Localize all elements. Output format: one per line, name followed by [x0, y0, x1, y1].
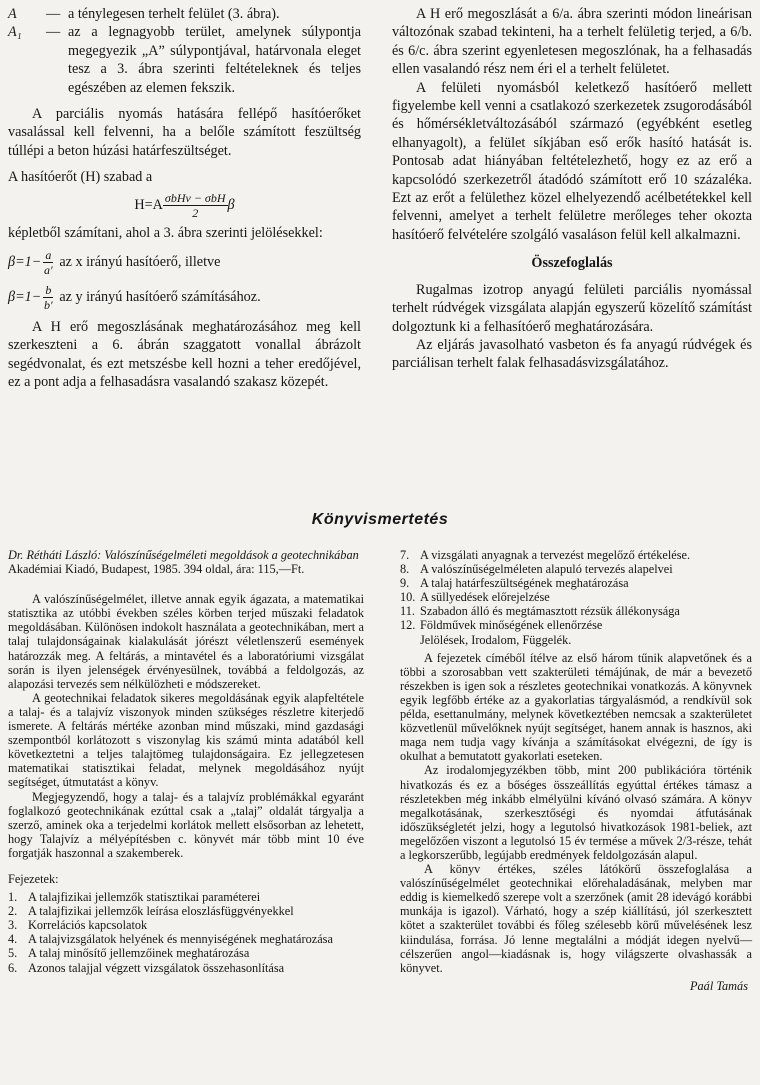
formula-denominator: a′ — [44, 263, 53, 278]
formula-denominator: b′ — [44, 298, 53, 313]
definition-text: a ténylegesen terhelt felület (3. ábra). — [68, 6, 280, 22]
paragraph: A felületi nyomásból keletkező hasítóerő mellett figyelembe kell venni a csatlakozó szerkezetek zsugorodásából és hőmérsékletváltozásából származó (egyébként esetleg elhanyagolt), a felület síkjában eső erők hasító hatását is. Pontosab adat hiányában feltételezhető, hogy ez az erő a kapcsolódó szerkezetről átadódó számított erő 10 százaléka. Ezt az erőt a felülethez közel elhelyezendő acélbetétekkel kell felvenni, amelyet a terhelt felületre merőleges teher okozta hasítóerő felvételére szolgáló vasaláson felül kell alkalmazni. — [392, 79, 752, 243]
paragraph: A könyv értékes, széles látókörű összefoglalása a valószínűségelmélet geotechnikai előrehaladásának, melyben mar eddig is kiemelkedő szerepe volt a szerzőnek (amit 28 idevágó korábbi munkája is igazol). Várható, hogy a szép kiállítású, jól szerkesztett kötet a szakterület további és főleg szélesebb körű művelésének lesz kiindulása, forrása. Jó lenne megtalálni a módját idegen nyelvű—célszerűen angol—kiadásnak is, hogy világszerte olvashassák a könyvet. — [400, 862, 752, 975]
book-citation: Dr. Rétháti László: Valószínűségelméleti megoldások a geotechnikában — [8, 548, 359, 562]
formula-text: az x irányú hasítóerő, illetve — [59, 254, 221, 271]
list-item: 3. Korrelációs kapcsolatok — [8, 918, 148, 933]
right-top-column — [392, 5, 752, 373]
paragraph: A H erő megoszlásának meghatározásához meg kell szerkeszteni a 6. ábrán szaggatott vonallal ábrázolt segédvonalat, és ezt metszésbe kell hozni a teher eredőjével, ez a pont adja a felhasadásra vasalandó szakasz közepét. — [8, 319, 361, 391]
paragraph: A geotechnikai feladatok sikeres megoldásának egyik alapfeltétele a talaj- és a talajvíz viszonyok minden szükséges részletre kiterjedő ismerete. A feltárás mértéke azonban mind műszaki, mind gazdasági szempontból korlátozott s viszonylag kis számú minta adatából kell következtetni a teljes talajtömeg tulajdonságaira. Ez jellegzetesen matematikai statisztikai feladat, melynek megoldásához nyújt segítséget, útmutatást a könyv. — [8, 690, 364, 790]
list-item: 9. A talaj határfeszültségének meghatározása — [400, 576, 629, 591]
formula-beta-y — [8, 283, 361, 312]
list-item: 7. A vizsgálati anyagnak a tervezést megelőző értékelése. — [400, 548, 691, 562]
formula-hasitoero — [8, 191, 361, 220]
formula-fraction — [163, 191, 228, 220]
formula-lhs: β=1− — [8, 254, 42, 271]
definition-a1: A₁ — az a legnagyobb terület, amelynek súlypontja megegyezik „A” súlypontjával, határvonala eleget tesz a 3. ábra szerinti feltételeknek és teljes egészében az elemen fekszik. — [8, 24, 361, 96]
chapters-label: Fejezetek: — [8, 871, 59, 886]
list-item: 11. Szabadon álló és megtámasztott rézsük állékonysága — [400, 604, 680, 619]
review-right-column — [400, 548, 752, 993]
list-item: 12. Földművek minőségének ellenőrzése — [400, 618, 603, 633]
definition-symbol: A₁ — [8, 24, 22, 41]
formula-fraction — [43, 248, 53, 277]
section-heading: Összefoglalás — [531, 255, 613, 272]
paragraph: Az eljárás javasolható vasbeton és fa anyagú rúdvégek és parciálisan terhelt falak felhasadásvizsgálatához. — [392, 336, 752, 372]
book-publisher: Akadémiai Kiadó, Budapest, 1985. 394 oldal, ára: 115,—Ft. — [8, 562, 305, 577]
formula-text: az y irányú hasítóerő számításához. — [59, 289, 261, 306]
definition-text: az a legnagyobb terület, amelynek súlypontja megegyezik „A” súlypontjával, határvonala eleget tesz a 3. ábra szerinti feltételeknek és teljes egészében az elemen fekszik. — [68, 24, 361, 96]
formula-lhs: β=1− — [8, 289, 42, 306]
paragraph: Rugalmas izotrop anyagú felületi parciális nyomással terhelt rúdvégek vizsgálata alapján egyszerű közelítő számítást dolgoztunk ki a felhasítóerő meghatározására. — [392, 281, 752, 335]
paragraph: Megjegyzendő, hogy a talaj- és a talajvíz problémákkal egyaránt foglalkozó geotechnikának ezúttal csak a „talaj” oldalát tárgyalja a szerző, aminek oka a terjedelmi korlátok mellett elsősorban az lehetett, hogy Talajvíz a mélyépítésben c. könyvét már több mint 10 éve forgatják haszonnal a szakemberek. — [8, 789, 364, 860]
list-item: 8. A valószínűségelméleten alapuló tervezés alapelvei — [400, 562, 673, 577]
left-top-column — [8, 5, 361, 392]
definition-symbol: A — [8, 6, 17, 22]
formula-numerator: σbHv − σbH — [164, 190, 226, 205]
chapter-list-continued — [400, 548, 752, 633]
paragraph: A hasítóerőt (H) szabad a — [8, 169, 153, 186]
list-item: 1. A talajfizikai jellemzők statisztikai paraméterei — [8, 890, 261, 905]
paragraph: Az irodalomjegyzékben több, mint 200 publikációra történik hivatkozás és ez a bőséges összeállítás egyúttal értékes támasz a részletekben még inkább elmélyülni kívánó olvasó számára. A könyv megalkotásának, szerkesztőségi és nyomdai átfutásának időszükségletét jelzi, hogy a legutolsó hivatkozások 1981-beliek, azt megelőzően viszont a legutolsó 15 év termése a művek 2/3-része, tehát a legkorszerűbb, legújabb eredmények feldolgozásán alapul. — [400, 763, 752, 862]
formula-rhs: β — [227, 196, 235, 213]
paragraph: A H erő megoszlását a 6/a. ábra szerinti módon lineárisan változónak szabad tekinteni, ha a terhelt felületig terjed, a 6/b. és 6/c. ábra szerint egyenletesen megoszlónak, ha a felhasadás ellen vasalandó rész nem éri el a terhelt felületet. — [392, 6, 752, 78]
definition-a: A — a ténylegesen terhelt felület (3. ábra). — [8, 5, 361, 23]
review-left-column — [8, 548, 364, 975]
appendix-line: Jelölések, Irodalom, Függelék. — [420, 632, 572, 647]
paragraph: A valószínűségelmélet, illetve annak egyik ágazata, a matematikai statisztika az utóbbi években széles körben terjed műszaki feladatok megoldásában. Különösen indokolt használata a geotechnikában, mert a talaj tulajdonságainak kialakulását jórészt véletlenszerű események határozzák meg. A feltárás, a mintavétel és a laboratóriumi vizsgálat során is ilyen jelenségek érvényesülnek, továbbá a feldolgozás, az alapozási tervezés sem nélkülözheti e módszereket. — [8, 592, 364, 691]
paragraph: A parciális nyomás hatására fellépő hasítóerőket vasalással kell felvenni, ha a belőle számított feszültség túllépi a beton húzási határfeszültséget. — [8, 106, 361, 159]
formula-fraction — [43, 283, 53, 312]
list-item: 10. A süllyedések előrejelzése — [400, 590, 550, 605]
chapter-list — [8, 890, 364, 975]
list-item: 5. A talaj minősítő jellemzőinek meghatározása — [8, 946, 250, 961]
review-title: Könyvismertetés — [311, 511, 449, 528]
formula-denominator: 2 — [192, 205, 199, 220]
list-item: 4. A talajvizsgálatok helyének és mennyiségének meghatározása — [8, 932, 333, 947]
formula-numerator: b — [45, 283, 52, 298]
review-signature: Paál Tamás — [690, 978, 748, 993]
list-item: 2. A talajfizikai jellemzők leírása eloszlásfüggvényekkel — [8, 904, 294, 919]
paragraph: A fejezetek címéből ítélve az első három tűnik alapvetőnek és a többi a szorosabban vett szakterületi témájúnak, de már a bevezető részekben is igen sok a részletes geotechnikai vonatkozás. A könyvnek egyik legfőbb értéke az a gyakorlatias tárgyalásmód, a rendkívül sok példa, esettanulmány, melynek következtében nemcsak a szakterületet közvetlenül művelőknek nyújt segítséget, hanem annak is hasznos, aki maga nem tudja vagy kívánja a számításokat elvégezni, de így is okulhat a bemutatott gyakorlati eseteken. — [400, 650, 752, 764]
formula-beta-x — [8, 248, 361, 277]
list-item: 6. Azonos talajjal végzett vizsgálatok összehasonlítása — [8, 960, 285, 975]
formula-numerator: a — [45, 248, 52, 263]
paragraph: képletből számítani, ahol a 3. ábra szerinti jelölésekkel: — [8, 224, 323, 241]
formula-lhs: H=A — [134, 196, 163, 213]
